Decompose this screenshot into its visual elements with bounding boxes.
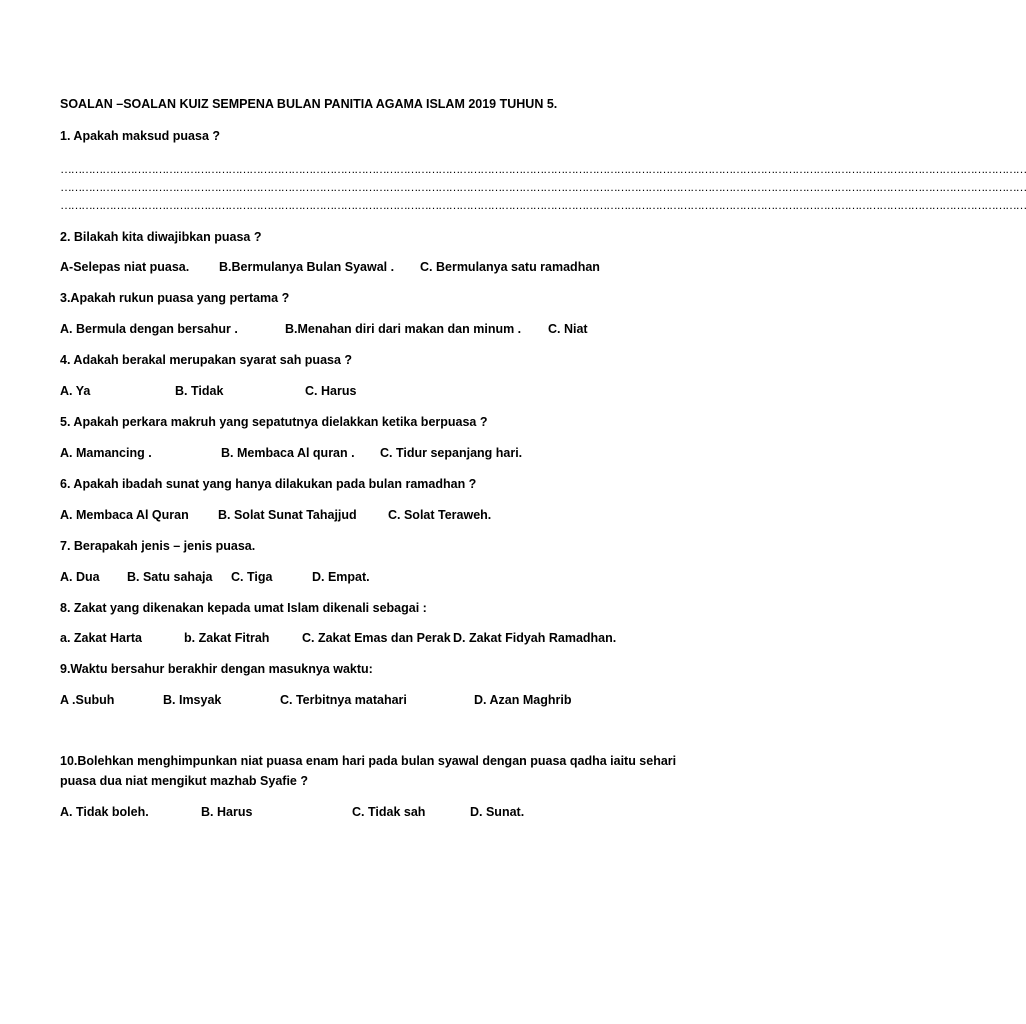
option-d: D. Azan Maghrib xyxy=(474,693,572,707)
option-c: C. Harus xyxy=(305,384,357,398)
option-a: A. Bermula dengan bersahur . xyxy=(60,322,238,336)
option-b: B. Tidak xyxy=(175,384,224,398)
option-c: C. Niat xyxy=(548,322,588,336)
question-7: 7. Berapakah jenis – jenis puasa. xyxy=(60,539,256,553)
option-a: A. Membaca Al Quran xyxy=(60,508,189,522)
question-5: 5. Apakah perkara makruh yang sepatutnya dielakkan ketika berpuasa ? xyxy=(60,415,488,429)
option-a: A. Mamancing . xyxy=(60,446,152,460)
answer-line: …………………………………………………………………………………………………………………………………………………………………………………………………………………………………………………… xyxy=(60,198,1026,212)
option-d: D. Empat. xyxy=(312,570,370,584)
option-c: C. Solat Teraweh. xyxy=(388,508,492,522)
option-b: B. Imsyak xyxy=(163,693,222,707)
option-b: B.Bermulanya Bulan Syawal . xyxy=(219,260,395,274)
option-a: A. Dua xyxy=(60,570,100,584)
question-8: 8. Zakat yang dikenakan kepada umat Islam dikenali sebagai : xyxy=(60,601,427,615)
question-10-continued: puasa dua niat mengikut mazhab Syafie ? xyxy=(60,774,308,788)
document-title: SOALAN –SOALAN KUIZ SEMPENA BULAN PANITIA AGAMA ISLAM 2019 TUHUN 5. xyxy=(60,97,558,111)
option-c: C. Bermulanya satu ramadhan xyxy=(420,260,600,274)
question-10: 10.Bolehkan menghimpunkan niat puasa enam hari pada bulan syawal dengan puasa qadha iaitu sehari xyxy=(60,754,677,768)
option-a: A. Tidak boleh. xyxy=(60,805,149,819)
option-b: B. Solat Sunat Tahajjud xyxy=(218,508,357,522)
option-b: B. Satu sahaja xyxy=(127,570,213,584)
option-d: D. Sunat. xyxy=(470,805,525,819)
option-c: C. Tidur sepanjang hari. xyxy=(380,446,523,460)
option-c: C. Terbitnya matahari xyxy=(280,693,407,707)
option-a: A .Subuh xyxy=(60,693,115,707)
option-b: B. Membaca Al quran . xyxy=(221,446,355,460)
question-2: 2. Bilakah kita diwajibkan puasa ? xyxy=(60,230,262,244)
option-b: B.Menahan diri dari makan dan minum . xyxy=(285,322,522,336)
question-4: 4. Adakah berakal merupakan syarat sah puasa ? xyxy=(60,353,353,367)
option-c: C. Tidak sah xyxy=(352,805,426,819)
question-1: 1. Apakah maksud puasa ? xyxy=(60,129,221,143)
option-b: b. Zakat Fitrah xyxy=(184,631,270,645)
option-a: A-Selepas niat puasa. xyxy=(60,260,190,274)
question-9: 9.Waktu bersahur berakhir dengan masuknya waktu: xyxy=(60,662,373,676)
question-3: 3.Apakah rukun puasa yang pertama ? xyxy=(60,291,290,305)
option-c: C. Zakat Emas dan Perak xyxy=(302,631,451,645)
question-6: 6. Apakah ibadah sunat yang hanya dilakukan pada bulan ramadhan ? xyxy=(60,477,477,491)
option-c: C. Tiga xyxy=(231,570,273,584)
answer-line: …………………………………………………………………………………………………………………………………………………………………………………………………………………………………………………… xyxy=(60,180,1026,194)
option-b: B. Harus xyxy=(201,805,253,819)
option-d: D. Zakat Fidyah Ramadhan. xyxy=(453,631,617,645)
option-a: A. Ya xyxy=(60,384,91,398)
answer-line: …………………………………………………………………………………………………………………………………………………………………………………………………………………………………………………… xyxy=(60,162,1026,176)
option-a: a. Zakat Harta xyxy=(60,631,142,645)
